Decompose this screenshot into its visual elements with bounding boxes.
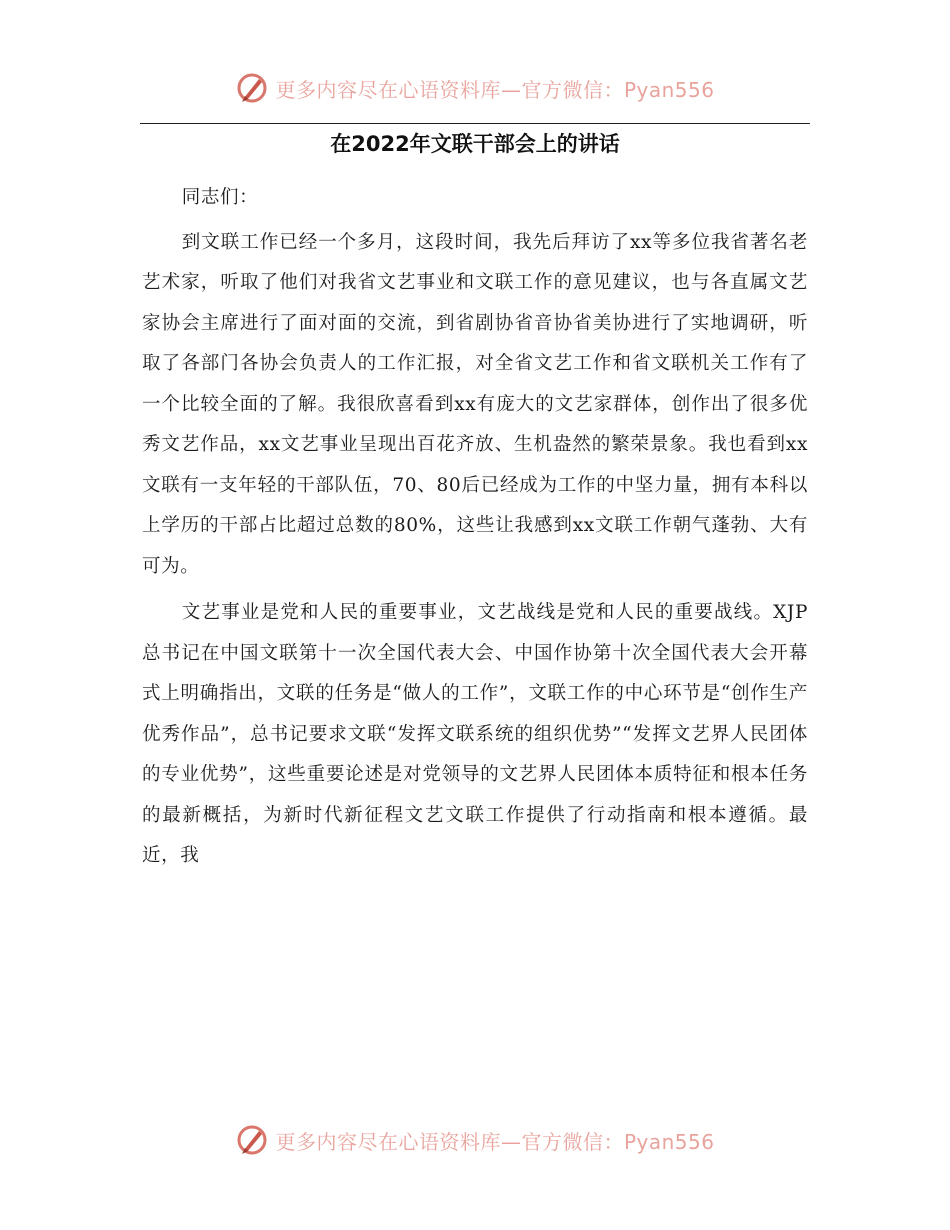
document-title: 在2022年文联干部会上的讲话 [330, 132, 620, 156]
body-paragraph: 到文联工作已经一个多月，这段时间，我先后拜访了xx等多位我省著名老艺术家，听取了他们对我省文艺事业和文联工作的意见建议，也与各直属文艺家协会主席进行了面对面的交流，到省剧协省音协省美协进行了实地调研，听取了各部门各协会负责人的工作汇报，对全省文艺工作和省文联机关工作有了一个比较全面的了解。我很欣喜看到xx有庞大的文艺家群体，创作出了很多优秀文艺作品，xx文艺事业呈现出百花齐放、生机盎然的繁荣景象。我也看到xx文联有一支年轻的干部队伍，70、80后已经成为工作的中坚力量，拥有本科以上学历的干部占比超过总数的80%，这些让我感到xx文联工作朝气蓬勃、大有可为。 [142, 231, 808, 577]
header-banner-text: 更多内容尽在心语资料库—官方微信：Pyan556 [275, 77, 715, 102]
quill-logo-icon [235, 1123, 269, 1157]
document-body [142, 178, 808, 883]
body-paragraph: 文艺事业是党和人民的重要事业，文艺战线是党和人民的重要战线。XJP总书记在中国文联第十一次全国代表大会、中国作协第十次全国代表大会开幕式上明确指出，文联的任务是“做人的工作”，文联工作的中心环节是“创作生产优秀作品”，总书记要求文联“发挥文联系统的组织优势”“发挥文艺界人民团体的专业优势”，这些重要论述是对党领导的文艺界人民团体本质特征和根本任务的最新概括，为新时代新征程文艺文联工作提供了行动指南和根本遵循。最近，我 [142, 602, 808, 866]
footer-banner-text: 更多内容尽在心语资料库—官方微信：Pyan556 [275, 1129, 715, 1154]
header-banner [0, 66, 950, 110]
footer-banner [0, 1118, 950, 1162]
salutation: 同志们： [181, 187, 259, 208]
quill-logo-icon [235, 71, 269, 105]
